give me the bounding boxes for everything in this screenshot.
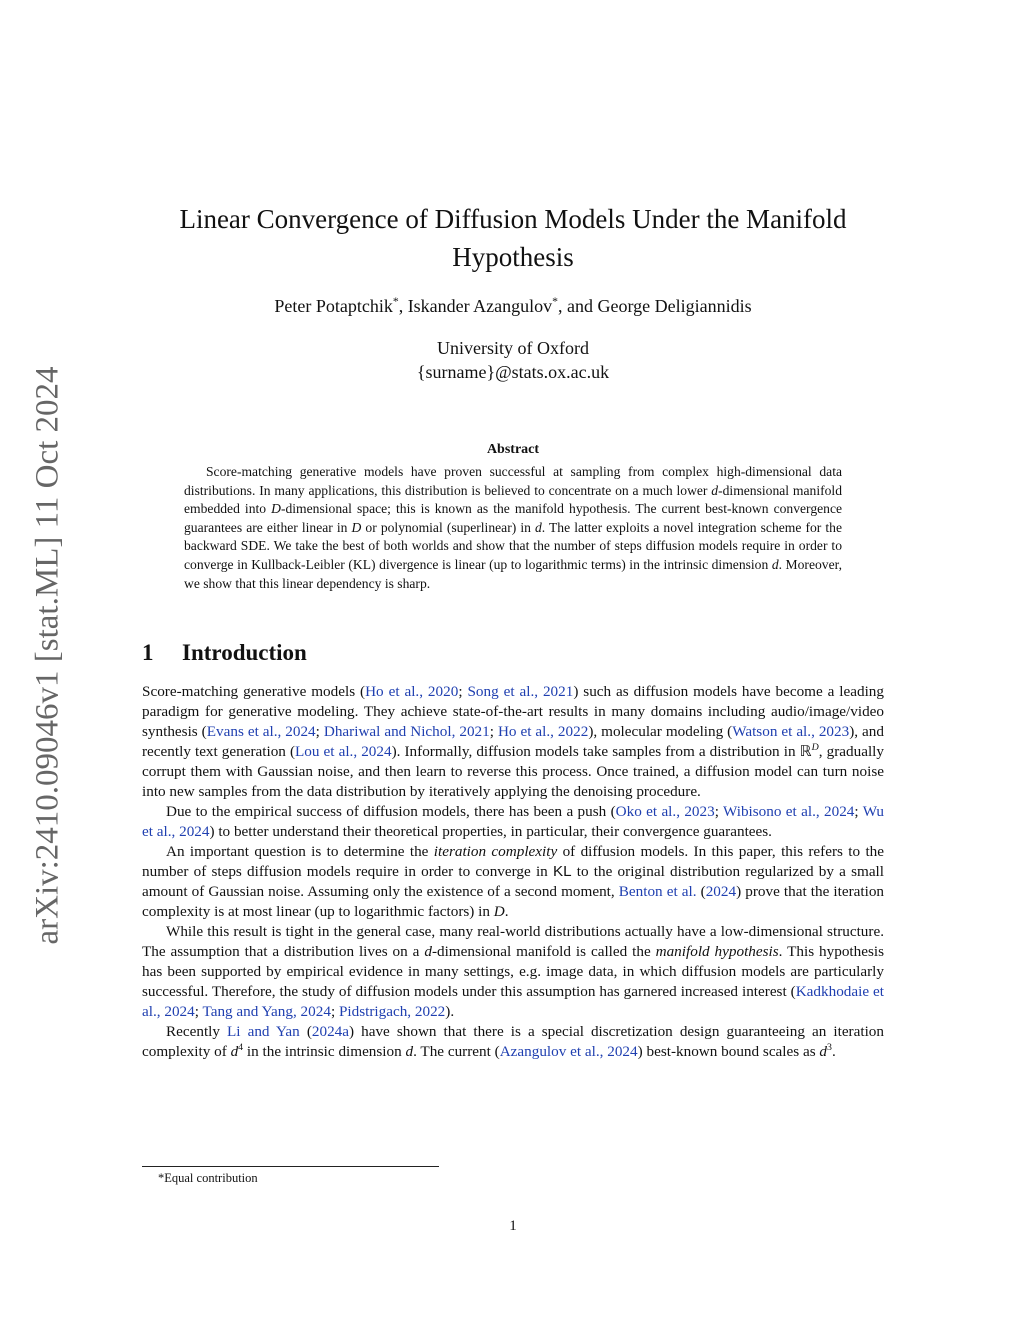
affiliation: University of Oxford [437,338,589,358]
citation-link[interactable]: Watson et al., 2023 [732,723,850,740]
page-number: 1 [509,1218,517,1234]
paragraph: Score-matching generative models (Ho et al., 2020; Song et al., 2021) such as diffusion models have become a leading paradigm for generative modeling. They achieve state-of-the-art results in many domains including audio/image/video synthesis (Evans et al., 2024; Dhariwal and Nichol, 2021; Ho et al., 2022), molecular modeling (Watson et al., 2023), and recently text generation (Lou et al., 2024). Informally, diffusion models take samples from a distribution in ℝ$^D$, gradually corrupt them with Gaussian noise, and then learn to reverse this process. Once trained, a diffusion model can turn noise into new samples from the data distribution by iteratively applying the denoising procedure. [142,683,884,800]
section-body [142,682,884,1062]
citation-link[interactable]: Dhariwal and Nichol, 2021 [323,723,490,740]
citation-link[interactable]: Wu et al., 2024 [142,803,885,840]
section-heading [142,640,307,666]
citation-link[interactable]: Ho et al., 2022 [497,723,589,740]
author-name: George Deligiannidis [597,296,752,316]
author-name: Peter Potaptchik [274,296,393,316]
citation-link[interactable]: Wibisono et al., 2024 [723,803,855,820]
paragraph: While this result is tight in the general case, many real-world distributions actually have a low-dimensional structure. The assumption that a distribution lives on a d-dimensional manifold is called the manifold hypothesis. This hypothesis has been supported by empirical evidence in many settings, e.g. image data, in which diffusion models are particularly successful. Therefore, the study of diffusion models under this assumption has garnered increased interest (Kadkhodaie et al., 2024; Tang and Yang, 2024; Pidstrigach, 2022). [142,923,885,1020]
paper-title: Linear Convergence of Diffusion Models Under the Manifold Hypothesis [179,204,847,272]
footnote: *Equal contribution [158,1171,258,1185]
citation-link[interactable]: Lou et al., 2024 [295,743,392,760]
citation-link[interactable]: 2024a [311,1023,350,1040]
citation-link[interactable]: Evans et al., 2024 [206,723,316,740]
citation-link[interactable]: Li and Yan [227,1023,300,1040]
abstract-text: Score-matching generative models have proven successful at sampling from complex high-dimensional data distributions. In many applications, this distribution is believed to concentrate on a much lower d-dimensional manifold embedded into D-dimensional space; this is known as the manifold hypothesis. The current best-known convergence guarantees are either linear in D or polynomial (superlinear) in d. The latter exploits a novel integration scheme for the backward SDE. We take the best of both worlds and show that the number of steps diffusion models require in order to converge in Kullback-Leibler (KL) divergence is linear (up to logarithmic terms) in the intrinsic dimension d. Moreover, we show that this linear dependency is sharp. [184,464,843,591]
citation-link[interactable]: 2024 [705,883,737,900]
citation-link[interactable]: Benton et al. [618,883,697,900]
citation-link[interactable]: Pidstrigach, 2022 [338,1003,446,1020]
section-title: Introduction [182,640,307,665]
arxiv-side-stamp [26,350,70,960]
section-number: 1 [142,640,154,665]
email: {surname}@stats.ox.ac.uk [416,362,610,382]
affiliation-block [142,336,884,384]
arxiv-stamp-text: arXiv:2410.09046v1 [stat.ML] 11 Oct 2024 [29,365,66,945]
citation-link[interactable]: Kadkhodaie et al., 2024 [142,983,884,1020]
paragraph: Due to the empirical success of diffusion models, there has been a push (Oko et al., 2023; Wibisono et al., 2024; Wu et al., 2024) to better understand their theoretical properties, in particular, their convergence guarantees. [142,803,885,840]
citation-link[interactable]: Ho et al., 2020 [365,683,459,700]
author-name: Iskander Azangulov [407,296,553,316]
paragraph: An important question is to determine the iteration complexity of diffusion models. In this paper, this refers to the number of steps diffusion models require in order to converge in KL to the original distribution regularized by a small amount of Gaussian noise. Assuming only the existence of a second moment, Benton et al. (2024) prove that the iteration complexity is at most linear (up to logarithmic factors) in D. [142,843,885,920]
footnote-rule [142,1166,439,1167]
abstract-heading: Abstract [486,442,540,457]
equal-contribution-mark: * [552,295,558,308]
citation-link[interactable]: Azangulov et al., 2024 [499,1043,638,1060]
citation-link[interactable]: Tang and Yang, 2024 [202,1003,331,1020]
equal-contribution-mark: * [392,295,399,308]
citation-link[interactable]: Oko et al., 2023 [615,803,715,820]
paragraph: Recently Li and Yan (2024a) have shown that there is a special discretization design guaranteeing an iteration complexity of $d^4$ in the intrinsic dimension d. The current (Azangulov et al., 2024) best-known bound scales as $d^3$. [142,1023,884,1060]
author-line: Peter Potaptchik*, Iskander Azangulov*, and George Deligiannidis [274,295,752,316]
citation-link[interactable]: Song et al., 2021 [467,683,574,700]
